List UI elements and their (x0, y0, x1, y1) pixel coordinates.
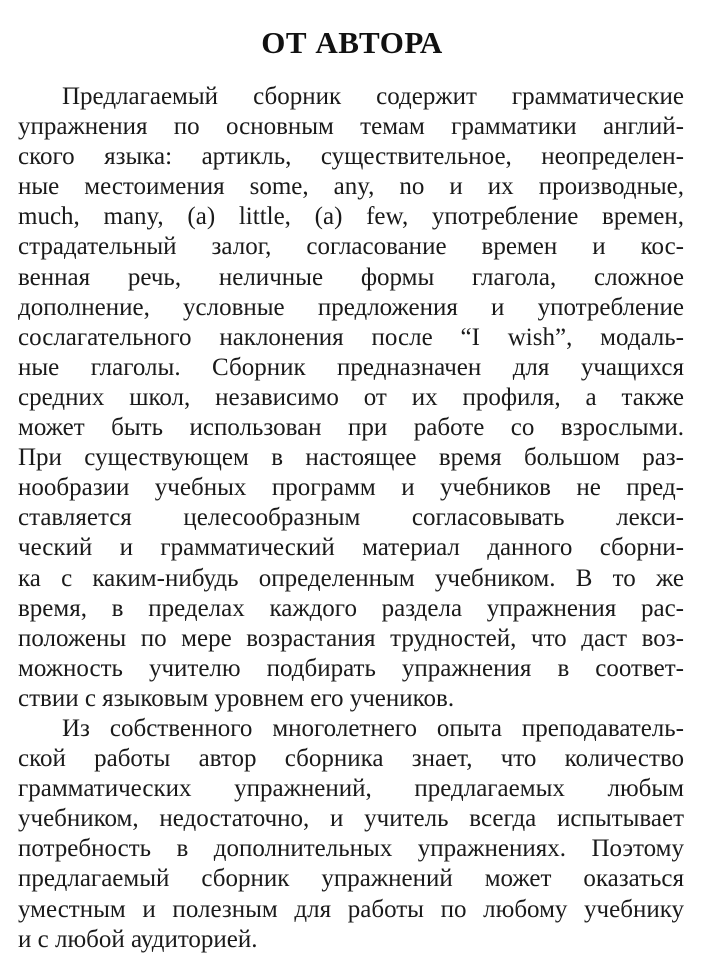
text-line: дополнение, условные предложения и употребление (18, 293, 684, 321)
paragraph-2 (18, 714, 684, 955)
text-line: и с любой аудиторией. (18, 925, 258, 953)
text-line: упражнения по основным темам грамматики англий- (18, 113, 684, 141)
text-line: Предлагаемый сборник содержит грамматические (62, 83, 684, 110)
text-line: нообразии учебных программ и учебников не пред- (18, 474, 684, 502)
page-title: ОТ АВТОРА (261, 24, 443, 60)
text-line: может быть использован при работе со взрослыми. (18, 414, 684, 442)
text-line: Из собственного многолетнего опыта преподаватель- (62, 714, 684, 742)
text-line: время, в пределах каждого раздела упражнения рас- (18, 594, 684, 622)
text-line: потребность в дополнительных упражнениях. Поэтому (18, 835, 684, 863)
text-line: учебником, недостаточно, и учитель всегда испытывает (18, 805, 684, 833)
text-line: средних школ, независимо от их профиля, а также (18, 383, 684, 411)
text-line: ставляется целесообразным согласовывать лекси- (18, 504, 684, 532)
text-line: положены по мере возрастания трудностей, что даст воз- (18, 624, 684, 652)
text-line: ческий и грамматический материал данного сборни- (18, 534, 684, 562)
paragraph-1 (18, 82, 684, 714)
text-line: грамматических упражнений, предлагаемых любым (18, 775, 684, 803)
body-text (18, 82, 684, 955)
text-line: При существующем в настоящее время большом раз- (18, 444, 684, 472)
text-line: можность учителю подбирать упражнения в соответ- (18, 654, 684, 682)
text-line: ные местоимения some, any, no и их производные, (18, 173, 684, 201)
text-line: уместным и полезным для работы по любому учебнику (18, 895, 684, 923)
text-line: ные глаголы. Сборник предназначен для учащихся (18, 353, 684, 381)
text-line: much, many, (a) little, (a) few, употребление времен, (18, 203, 684, 231)
text-line: венная речь, неличные формы глагола, сложное (18, 263, 684, 291)
text-line: ка с каким-нибудь определенным учебником. В то же (18, 564, 684, 592)
text-line: предлагаемый сборник упражнений может оказаться (18, 865, 684, 893)
text-line: страдательный залог, согласование времен и кос- (18, 233, 684, 261)
text-line: сослагательного наклонения после “I wish”, модаль- (18, 323, 684, 351)
text-line: ской работы автор сборника знает, что количество (18, 745, 684, 773)
text-line: ствии с языковым уровнем его учеников. (18, 684, 455, 712)
text-line: ского языка: артикль, существительное, неопределен- (18, 143, 684, 171)
